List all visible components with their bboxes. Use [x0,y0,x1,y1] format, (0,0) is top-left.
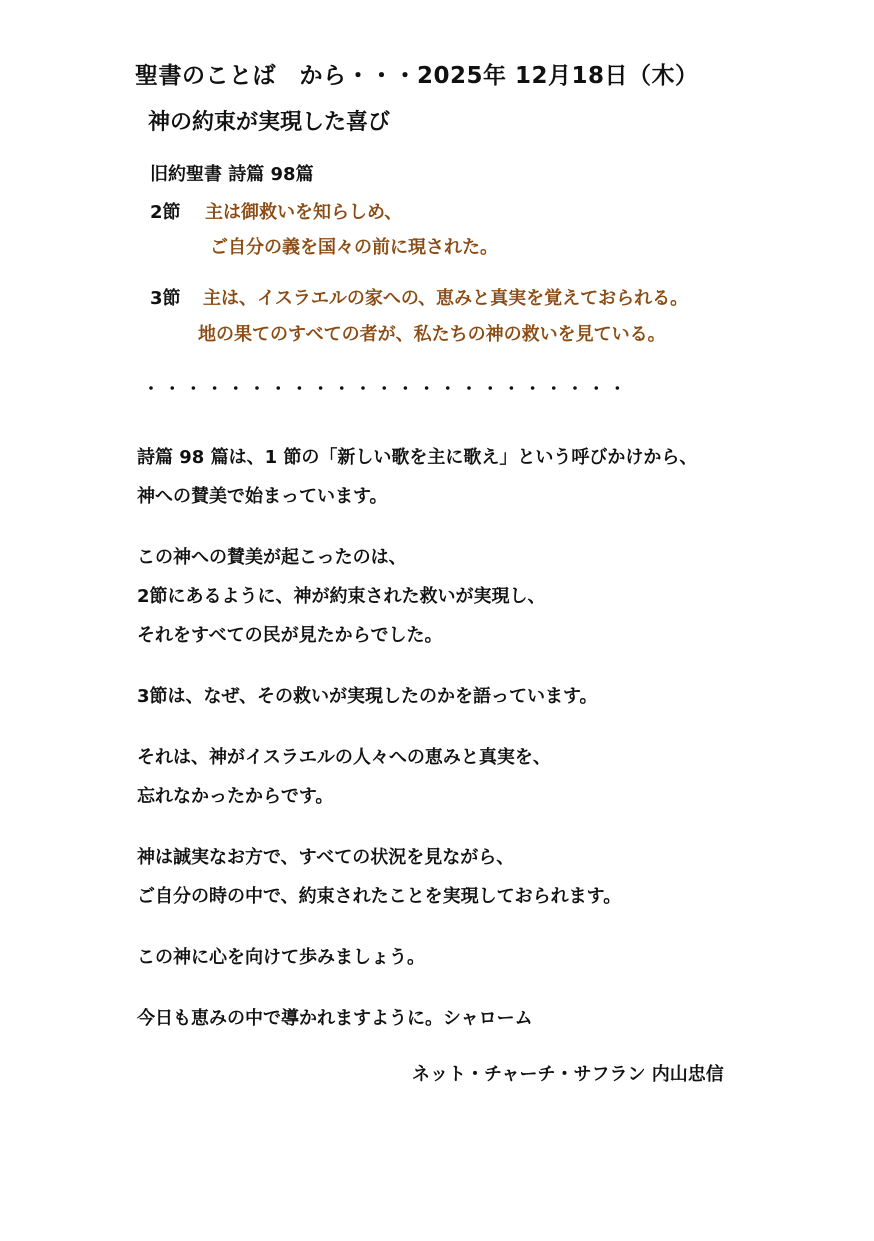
paragraph-5-line-2: ご自分の時の中で、約束されたことを実現しておられます。 [137,886,622,907]
page-title: 聖書のことば から・・・2025年 12月18日（木） [135,63,699,89]
theme-heading: 神の約束が実現した喜び [148,110,391,135]
verse-3-number: 3節 [150,288,181,309]
paragraph-1-line-2: 神への賛美で始まっています。 [137,486,388,507]
paragraph-1-line-1: 詩篇 98 篇は、1 節の「新しい歌を主に歌え」という呼びかけから、 [137,447,698,468]
paragraph-3-line-1: 3節は、なぜ、その救いが実現したのかを語っています。 [137,686,598,707]
scripture-reference: 旧約聖書 詩篇 98篇 [150,164,314,185]
verse-3-line-2: 地の果てのすべての者が、私たちの神の救いを見ている。 [198,324,666,345]
paragraph-4-line-1: それは、神がイスラエルの人々への恵みと真実を、 [137,747,551,768]
paragraph-5-line-1: 神は誠実なお方で、すべての状況を見ながら、 [137,847,515,868]
paragraph-2-line-3: それをすべての民が見たからでした。 [137,625,443,646]
paragraph-2-line-2: 2節にあるように、神が約束された救いが実現し、 [137,586,546,607]
verse-2-line-1: 主は御救いを知らしめ、 [205,202,403,223]
verse-3-line-1: 主は、イスラエルの家への、恵みと真実を覚えておられる。 [203,288,689,309]
verse-2-line-2: ご自分の義を国々の前に現された。 [210,237,498,258]
verse-2-number: 2節 [150,202,181,223]
signature: ネット・チャーチ・サフラン 内山忠信 [412,1064,724,1085]
paragraph-6-line-1: この神に心を向けて歩みましょう。 [137,947,425,968]
dotted-separator: ・・・・・・・・・・・・・・・・・・・・・・・ [143,379,631,398]
paragraph-4-line-2: 忘れなかったからです。 [137,786,334,807]
paragraph-2-line-1: この神への賛美が起こったのは、 [137,547,407,568]
paragraph-7-line-1: 今日も恵みの中で導かれますように。シャローム [137,1008,533,1029]
